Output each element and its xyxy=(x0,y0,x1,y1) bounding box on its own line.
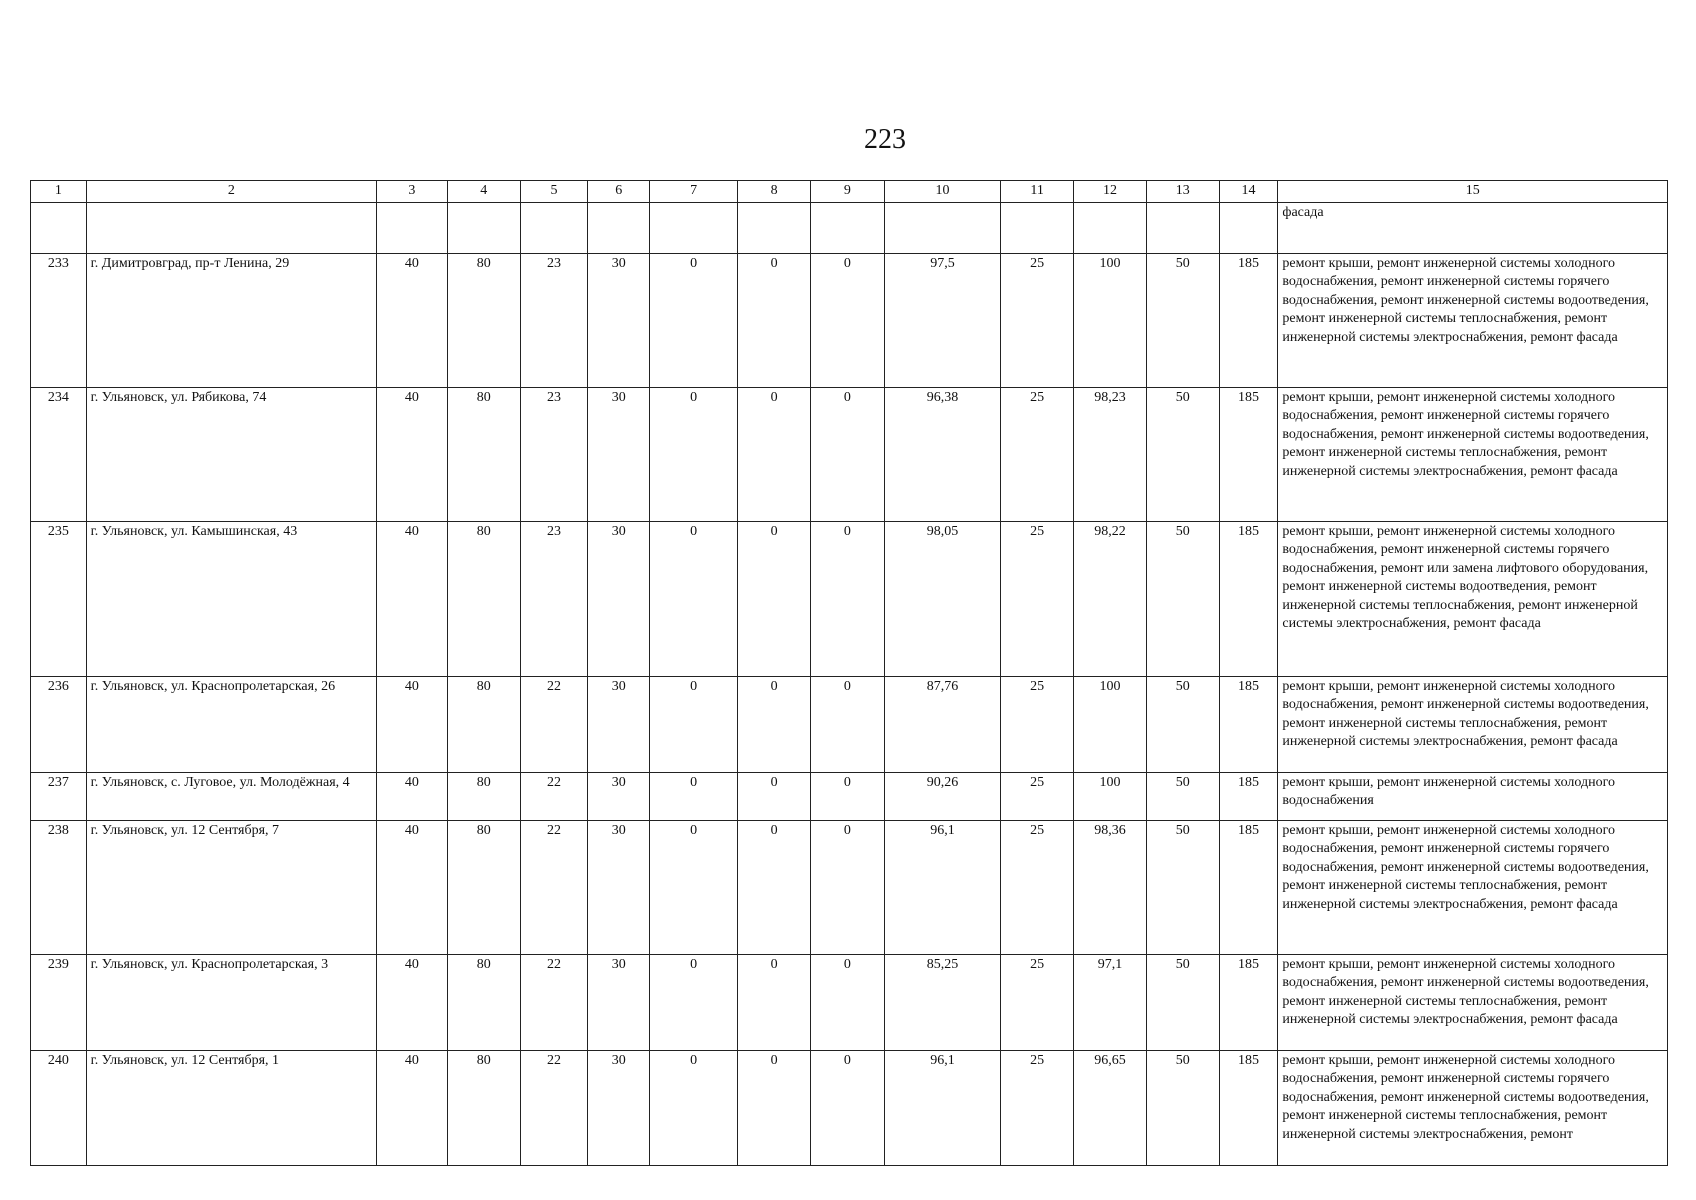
value-cell: 98,36 xyxy=(1074,820,1147,954)
column-header: 6 xyxy=(588,181,650,203)
column-header: 7 xyxy=(650,181,738,203)
value-cell: 0 xyxy=(738,1050,811,1165)
value-cell: 50 xyxy=(1146,1050,1219,1165)
column-header: 5 xyxy=(520,181,588,203)
value-cell: 30 xyxy=(588,954,650,1050)
address-cell: г. Ульяновск, ул. Рябикова, 74 xyxy=(86,387,376,521)
row-number: 234 xyxy=(31,387,87,521)
table-row xyxy=(31,387,1668,521)
column-header: 11 xyxy=(1001,181,1074,203)
column-header: 15 xyxy=(1278,181,1668,203)
column-number-header xyxy=(31,181,1668,203)
value-cell: 50 xyxy=(1146,521,1219,676)
value-cell: 80 xyxy=(447,387,520,521)
value-cell: 185 xyxy=(1219,676,1278,772)
repair-register-table xyxy=(30,180,1668,1166)
table-row xyxy=(31,253,1668,387)
value-cell: 185 xyxy=(1219,521,1278,676)
column-header: 9 xyxy=(811,181,885,203)
works-cell: ремонт крыши, ремонт инженерной системы холодного водоснабжения, ремонт инженерной системы водоотведения, ремонт инженерной системы теплоснабжения, ремонт инженерной системы электроснабжения, ремонт фасада xyxy=(1278,676,1668,772)
value-cell: 0 xyxy=(738,521,811,676)
value-cell: 97,5 xyxy=(884,253,1000,387)
value-cell: 40 xyxy=(377,820,448,954)
continuation-text: фасада xyxy=(1278,202,1668,253)
value-cell: 40 xyxy=(377,253,448,387)
works-cell: ремонт крыши, ремонт инженерной системы холодного водоснабжения xyxy=(1278,772,1668,820)
value-cell: 185 xyxy=(1219,387,1278,521)
column-header: 14 xyxy=(1219,181,1278,203)
value-cell: 50 xyxy=(1146,387,1219,521)
table-row xyxy=(31,820,1668,954)
value-cell: 80 xyxy=(447,772,520,820)
value-cell: 40 xyxy=(377,772,448,820)
row-number: 240 xyxy=(31,1050,87,1165)
value-cell: 80 xyxy=(447,1050,520,1165)
value-cell: 185 xyxy=(1219,1050,1278,1165)
works-cell: ремонт крыши, ремонт инженерной системы холодного водоснабжения, ремонт инженерной системы горячего водоснабжения, ремонт инженерной системы водоотведения, ремонт инженерной системы теплоснабжения, ремонт инженерной системы электроснабжения, ремонт фасада xyxy=(1278,387,1668,521)
address-cell: г. Ульяновск, с. Луговое, ул. Молодёжная, 4 xyxy=(86,772,376,820)
value-cell: 22 xyxy=(520,772,588,820)
value-cell: 22 xyxy=(520,676,588,772)
row-number: 236 xyxy=(31,676,87,772)
column-header: 10 xyxy=(884,181,1000,203)
value-cell: 40 xyxy=(377,676,448,772)
value-cell: 0 xyxy=(650,521,738,676)
value-cell: 185 xyxy=(1219,820,1278,954)
value-cell: 22 xyxy=(520,820,588,954)
works-cell: ремонт крыши, ремонт инженерной системы холодного водоснабжения, ремонт инженерной системы горячего водоснабжения, ремонт инженерной системы водоотведения, ремонт инженерной системы теплоснабжения, ремонт инженерной системы электроснабжения, ремонт фасада xyxy=(1278,820,1668,954)
value-cell: 25 xyxy=(1001,954,1074,1050)
column-header: 3 xyxy=(377,181,448,203)
value-cell: 185 xyxy=(1219,253,1278,387)
value-cell: 23 xyxy=(520,387,588,521)
value-cell: 98,22 xyxy=(1074,521,1147,676)
value-cell: 0 xyxy=(650,387,738,521)
column-header: 2 xyxy=(86,181,376,203)
value-cell: 40 xyxy=(377,954,448,1050)
value-cell: 80 xyxy=(447,253,520,387)
value-cell: 96,65 xyxy=(1074,1050,1147,1165)
value-cell: 30 xyxy=(588,253,650,387)
value-cell: 23 xyxy=(520,253,588,387)
value-cell: 185 xyxy=(1219,772,1278,820)
value-cell: 90,26 xyxy=(884,772,1000,820)
value-cell: 97,1 xyxy=(1074,954,1147,1050)
value-cell: 0 xyxy=(738,387,811,521)
value-cell: 98,23 xyxy=(1074,387,1147,521)
value-cell: 0 xyxy=(811,521,885,676)
value-cell: 0 xyxy=(811,954,885,1050)
value-cell: 80 xyxy=(447,676,520,772)
value-cell: 50 xyxy=(1146,676,1219,772)
value-cell: 0 xyxy=(650,676,738,772)
value-cell: 23 xyxy=(520,521,588,676)
column-header: 12 xyxy=(1074,181,1147,203)
column-header: 8 xyxy=(738,181,811,203)
value-cell: 50 xyxy=(1146,772,1219,820)
value-cell: 96,1 xyxy=(884,1050,1000,1165)
value-cell: 0 xyxy=(811,676,885,772)
page-number: 223 xyxy=(864,124,906,155)
value-cell: 25 xyxy=(1001,253,1074,387)
value-cell: 100 xyxy=(1074,253,1147,387)
value-cell: 30 xyxy=(588,1050,650,1165)
value-cell: 0 xyxy=(811,387,885,521)
address-cell: г. Ульяновск, ул. Краснопролетарская, 3 xyxy=(86,954,376,1050)
value-cell: 25 xyxy=(1001,772,1074,820)
value-cell: 80 xyxy=(447,820,520,954)
column-header: 1 xyxy=(31,181,87,203)
value-cell: 40 xyxy=(377,387,448,521)
address-cell: г. Ульяновск, ул. 12 Сентября, 7 xyxy=(86,820,376,954)
value-cell: 0 xyxy=(738,820,811,954)
value-cell: 85,25 xyxy=(884,954,1000,1050)
table-row xyxy=(31,954,1668,1050)
value-cell: 100 xyxy=(1074,772,1147,820)
value-cell: 0 xyxy=(650,820,738,954)
value-cell: 96,38 xyxy=(884,387,1000,521)
address-cell: г. Димитровград, пр-т Ленина, 29 xyxy=(86,253,376,387)
value-cell: 30 xyxy=(588,387,650,521)
value-cell: 80 xyxy=(447,954,520,1050)
value-cell: 0 xyxy=(738,676,811,772)
value-cell: 25 xyxy=(1001,387,1074,521)
value-cell: 40 xyxy=(377,1050,448,1165)
value-cell: 0 xyxy=(650,1050,738,1165)
value-cell: 0 xyxy=(811,1050,885,1165)
row-number: 238 xyxy=(31,820,87,954)
value-cell: 50 xyxy=(1146,954,1219,1050)
value-cell: 185 xyxy=(1219,954,1278,1050)
value-cell: 25 xyxy=(1001,676,1074,772)
table-row xyxy=(31,676,1668,772)
row-number: 239 xyxy=(31,954,87,1050)
value-cell: 22 xyxy=(520,1050,588,1165)
value-cell: 22 xyxy=(520,954,588,1050)
value-cell: 0 xyxy=(650,772,738,820)
value-cell: 30 xyxy=(588,521,650,676)
row-number: 237 xyxy=(31,772,87,820)
table-row xyxy=(31,772,1668,820)
value-cell: 0 xyxy=(811,772,885,820)
value-cell: 0 xyxy=(738,772,811,820)
value-cell: 50 xyxy=(1146,820,1219,954)
address-cell: г. Ульяновск, ул. 12 Сентября, 1 xyxy=(86,1050,376,1165)
continuation-row xyxy=(31,202,1668,253)
value-cell: 87,76 xyxy=(884,676,1000,772)
value-cell: 98,05 xyxy=(884,521,1000,676)
row-number: 235 xyxy=(31,521,87,676)
row-number: 233 xyxy=(31,253,87,387)
value-cell: 25 xyxy=(1001,521,1074,676)
table-row xyxy=(31,1050,1668,1165)
address-cell: г. Ульяновск, ул. Краснопролетарская, 26 xyxy=(86,676,376,772)
value-cell: 0 xyxy=(650,954,738,1050)
value-cell: 30 xyxy=(588,772,650,820)
address-cell: г. Ульяновск, ул. Камышинская, 43 xyxy=(86,521,376,676)
value-cell: 40 xyxy=(377,521,448,676)
value-cell: 0 xyxy=(811,820,885,954)
value-cell: 80 xyxy=(447,521,520,676)
value-cell: 30 xyxy=(588,820,650,954)
value-cell: 50 xyxy=(1146,253,1219,387)
column-header: 13 xyxy=(1146,181,1219,203)
value-cell: 0 xyxy=(811,253,885,387)
table-row xyxy=(31,521,1668,676)
value-cell: 100 xyxy=(1074,676,1147,772)
value-cell: 0 xyxy=(738,253,811,387)
works-cell: ремонт крыши, ремонт инженерной системы холодного водоснабжения, ремонт инженерной системы горячего водоснабжения, ремонт инженерной системы водоотведения, ремонт инженерной системы теплоснабжения, ремонт инженерной системы электроснабжения, ремонт фасада xyxy=(1278,253,1668,387)
value-cell: 25 xyxy=(1001,1050,1074,1165)
works-cell: ремонт крыши, ремонт инженерной системы холодного водоснабжения, ремонт инженерной системы горячего водоснабжения, ремонт инженерной системы водоотведения, ремонт инженерной системы теплоснабжения, ремонт инженерной системы электроснабжения, ремонт xyxy=(1278,1050,1668,1165)
value-cell: 0 xyxy=(650,253,738,387)
value-cell: 96,1 xyxy=(884,820,1000,954)
value-cell: 0 xyxy=(738,954,811,1050)
value-cell: 25 xyxy=(1001,820,1074,954)
value-cell: 30 xyxy=(588,676,650,772)
column-header: 4 xyxy=(447,181,520,203)
works-cell: ремонт крыши, ремонт инженерной системы холодного водоснабжения, ремонт инженерной системы горячего водоснабжения, ремонт или замена лифтового оборудования, ремонт инженерной системы водоотведения, ремонт инженерной системы теплоснабжения, ремонт инженерной системы электроснабжения, ремонт фасада xyxy=(1278,521,1668,676)
works-cell: ремонт крыши, ремонт инженерной системы холодного водоснабжения, ремонт инженерной системы водоотведения, ремонт инженерной системы теплоснабжения, ремонт инженерной системы электроснабжения, ремонт фасада xyxy=(1278,954,1668,1050)
